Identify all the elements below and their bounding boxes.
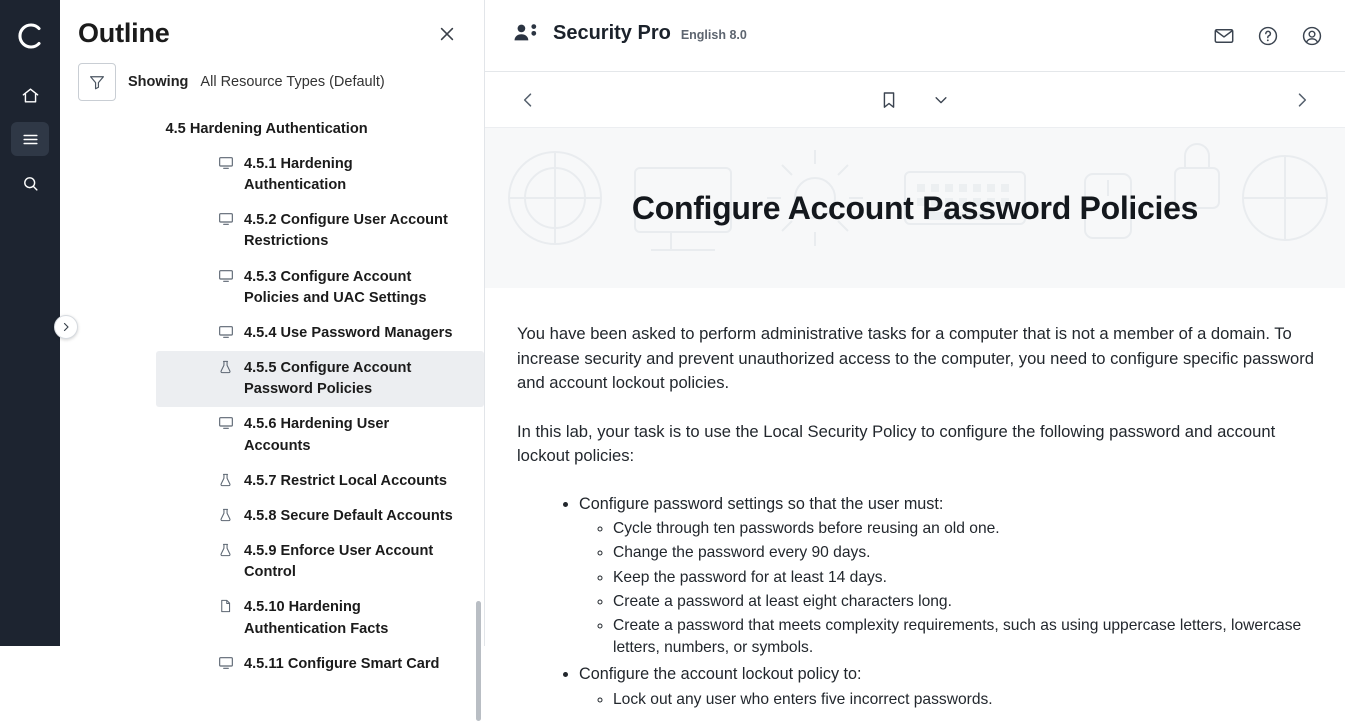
tree-item-label: 4.5.8 Secure Default Accounts: [244, 507, 453, 524]
task-subitem: ◦ Cycle through ten passwords before reusing an old one.: [613, 518, 1315, 540]
hero-banner: [485, 128, 1345, 288]
main-content: [485, 0, 1345, 708]
document-icon: [218, 598, 234, 614]
content-title: Configure Account Password Policies: [631, 189, 1199, 226]
monitor-icon: [218, 415, 234, 431]
tree-item-4-5-3[interactable]: [60, 260, 484, 316]
chevron-down-icon[interactable]: [926, 85, 956, 115]
page-title: Outline: [78, 18, 170, 48]
monitor-icon: [218, 211, 234, 227]
tree-item-4-5-9[interactable]: [60, 534, 484, 590]
monitor-icon: [218, 655, 234, 671]
user-shield-icon: [513, 22, 539, 49]
panel-expand-handle[interactable]: [54, 315, 78, 339]
brand-version: English 8.0: [680, 28, 747, 42]
bookmark-controls: [485, 85, 1345, 115]
close-icon[interactable]: [432, 19, 462, 49]
lab-flask-icon: [218, 359, 234, 375]
outline-menu-icon[interactable]: [11, 122, 49, 156]
tree-item-label: 4.5.1 Hardening Authentication: [244, 156, 353, 194]
filter-funnel-icon[interactable]: [78, 63, 116, 101]
tree-section-heading: 4.5 Hardening Authentication: [165, 121, 368, 137]
tree-item-4-5-1[interactable]: [60, 147, 484, 203]
lab-flask-icon: [218, 507, 234, 523]
lesson-body: [485, 288, 1345, 715]
task-sublist: [579, 689, 1315, 711]
task-list: [517, 493, 1315, 711]
tree-item-4-5-11[interactable]: [60, 647, 484, 682]
tree-item-label: 4.5.2 Configure User Account Restrictions: [244, 212, 448, 250]
tree-item-4-5-8[interactable]: [60, 499, 484, 534]
tree-item-label: 4.5.3 Configure Account Policies and UAC Settings: [244, 268, 427, 306]
next-page-button[interactable]: [1287, 85, 1317, 115]
task-subitem: ◦ Keep the password for at least 14 days.: [613, 567, 1315, 589]
tree-item-label: 4.5.4 Use Password Managers: [244, 324, 453, 341]
home-icon[interactable]: [11, 78, 49, 112]
tree-item-4-5-2[interactable]: [60, 203, 484, 259]
tree-item-4-5-6[interactable]: [60, 407, 484, 463]
top-bar: [485, 0, 1345, 72]
bookmark-icon[interactable]: [874, 85, 904, 115]
outline-scrollbar[interactable]: [476, 601, 481, 721]
intro-paragraph-1: You have been asked to perform administrative tasks for a computer that is not a member of a domain. To increase security and prevent unauthorized access to the computer, you need to configure specific password and account lockout policies.: [517, 324, 1314, 393]
lab-flask-icon: [218, 542, 234, 558]
help-circle-icon[interactable]: [1257, 25, 1279, 47]
tree-item-label: 4.5.10 Hardening Authentication Facts: [244, 599, 389, 637]
outline-panel: [60, 0, 485, 672]
tree-item-label: 4.5.9 Enforce User Account Control: [244, 543, 434, 581]
task-sublist: [579, 518, 1315, 659]
monitor-icon: [218, 324, 234, 340]
tree-item-4-5-10[interactable]: [60, 590, 484, 646]
brand-name: Security Pro: [553, 22, 671, 44]
account-circle-icon[interactable]: [1301, 25, 1323, 47]
monitor-icon: [218, 155, 234, 171]
tree-item-label: 4.5.6 Hardening User Accounts: [244, 416, 390, 454]
task-item: [579, 493, 1315, 659]
top-actions: [1213, 25, 1323, 47]
outline-tree: [60, 111, 484, 682]
tree-item-label: 4.5.5 Configure Account Password Policies: [244, 360, 412, 398]
tree-item-label: 4.5.7 Restrict Local Accounts: [244, 472, 448, 489]
outline-header: [60, 0, 484, 57]
task-subitem: ◦ Change the password every 90 days.: [613, 542, 1315, 564]
lab-flask-icon: [218, 472, 234, 488]
task-item: [579, 663, 1315, 711]
filter-row: [60, 57, 484, 111]
previous-page-button[interactable]: [513, 85, 543, 115]
tree-item-4-5-4[interactable]: [60, 316, 484, 351]
brand: [513, 22, 747, 49]
tree-item-label: 4.5.11 Configure Smart Card: [244, 655, 440, 672]
search-icon[interactable]: [11, 166, 49, 200]
left-icon-rail: [0, 0, 60, 646]
task-label: Configure password settings so that the user must:: [579, 494, 944, 513]
mail-icon[interactable]: [1213, 25, 1235, 47]
task-subitem: ◦ Create a password at least eight characters long.: [613, 591, 1315, 613]
intro-paragraph-2: In this lab, your task is to use the Local Security Policy to configure the following password and account lockout policies:: [517, 421, 1276, 466]
task-subitem: ◦ Create a password that meets complexity requirements, such as using uppercase letters, lowercase letters, numbers, or symbols.: [613, 615, 1315, 659]
navigation-bar: [485, 72, 1345, 128]
showing-value[interactable]: All Resource Types (Default): [200, 74, 385, 90]
circular-c-logo: [10, 16, 50, 56]
task-subitem: ◦ Lock out any user who enters five incorrect passwords.: [613, 689, 1315, 711]
tree-item-4-5-5[interactable]: [156, 351, 484, 407]
tree-item-4-5-7[interactable]: [60, 464, 484, 499]
showing-label: Showing: [128, 74, 189, 90]
task-label: Configure the account lockout policy to:: [579, 665, 862, 684]
monitor-icon: [218, 268, 234, 284]
